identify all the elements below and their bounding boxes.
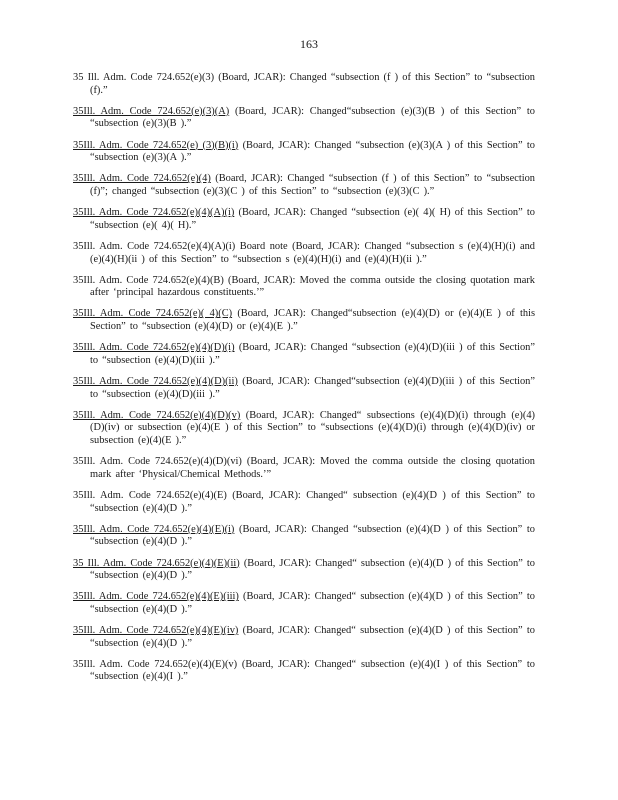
- amendment-entry: [73, 106, 535, 131]
- entry-change-text: (Board, JCAR): Changed“subsection (e)(3)(B ) of this Section” to “subsection (e)(3)(B ).”: [90, 105, 535, 130]
- amendment-entry: [73, 659, 535, 684]
- entry-citation: 35Ill. Adm. Code 724.652(e)(4)(A)(i): [73, 240, 236, 252]
- entry-change-text: (Board, JCAR): Changed“ subsection (e)(4)(D ) of this Section” to “subsection (e)(4)(D ).”: [90, 489, 535, 514]
- entry-change-text: (Board, JCAR): Moved the comma outside the closing quotation mark after ‘principal hazardous constituents.’”: [90, 274, 535, 299]
- entry-change-text: (Board, JCAR): Changed“subsection (e)(4)(D) or (e)(4)(E ) of this Section” to “subsection (e)(4)(D) or (e)(4)(E ).”: [90, 308, 536, 333]
- amendment-entry: [73, 591, 535, 616]
- amendment-entry: [73, 207, 535, 232]
- amendment-entry: [73, 241, 535, 266]
- entry-change-text: (Board, JCAR): Changed“ subsection (e)(4)(D ) of this Section” to “subsection (e)(4)(D ).”: [90, 557, 535, 582]
- entry-change-text: (Board, JCAR): Changed “subsection (f ) of this Section” to “subsection (f).”: [90, 72, 535, 96]
- entry-citation: 35Ill. Adm. Code 724.652(e)(3)(A): [73, 105, 230, 117]
- entry-change-text: (Board, JCAR): Moved the comma outside the closing quotation mark after ‘Physical/Chemical Methods.’”: [90, 456, 535, 480]
- amendment-entry: [73, 308, 535, 333]
- amendment-entry: [73, 376, 535, 401]
- entry-citation: 35Ill. Adm. Code 724.652(e)(4)(E)(iv): [73, 625, 239, 637]
- entry-citation: 35Ill. Adm. Code 724.652(e)(4)(E): [73, 489, 227, 501]
- entry-change-text: (Board, JCAR): Changed “subsection (f ) of this Section” to “subsection (f)”; changed “subsection (e)(3)(C ) of this Section” to “subsection (e)(3)(C ).”: [90, 173, 535, 197]
- entry-citation: 35 Ill. Adm. Code 724.652(e)(4)(E)(ii): [73, 557, 240, 569]
- entry-change-text: (Board, JCAR): Changed “subsection (e)(4)(D ) of this Section” to “subsection (e)(4)(D ).”: [90, 523, 535, 548]
- entry-change-text: (Board, JCAR): Changed“ subsections (e)(4)(D)(i) through (e)(4)(D)(iv) or subsection (e)(4)(E ) of this Section” to “subsections (e)(4)(D)(i) through (e)(4)(D)(iv) or subsection (e)(4)(E ).”: [90, 409, 535, 446]
- entry-change-text: (Board, JCAR): Changed“ subsection (e)(4)(D ) of this Section” to “subsection (e)(4)(D ).”: [90, 591, 535, 615]
- entry-citation: 35Ill. Adm. Code 724.652(e)(4)(B): [73, 274, 224, 286]
- entry-citation: 35Ill. Adm. Code 724.652(e)( 4)(C): [73, 308, 233, 320]
- entry-list: [73, 72, 535, 693]
- entry-citation: 35Ill. Adm. Code 724.652(e)(4)(D)(i): [73, 342, 235, 354]
- entry-change-text: (Board, JCAR): Changed “subsection (e)( 4)( H) of this Section” to “subsection (e)( 4)( H).”: [90, 207, 536, 231]
- entry-citation: 35Ill. Adm. Code 724.652(e)(4)(A)(i): [73, 207, 235, 219]
- entry-change-text: (Board, JCAR): Changed“subsection (e)(4)(D)(iii ) of this Section” to “subsection (e)(4)(D)(iii ).”: [90, 376, 535, 400]
- entry-citation: 35Ill. Adm. Code 724.652(e)(4)(E)(v): [73, 658, 238, 670]
- entry-change-text: (Board, JCAR): Changed“ subsection (e)(4)(D ) of this Section” to “subsection (e)(4)(D ).”: [90, 625, 535, 649]
- entry-citation: 35 Ill. Adm. Code 724.652(e)(3): [73, 72, 215, 83]
- entry-citation: 35Ill. Adm. Code 724.652(e)(4)(D)(vi): [73, 456, 242, 468]
- entry-citation: 35Ill. Adm. Code 724.652(e)(4)(D)(ii): [73, 376, 238, 388]
- amendment-entry: [73, 456, 535, 481]
- entry-citation: 35Ill. Adm. Code 724.652(e)(4)(D)(v): [73, 409, 241, 421]
- entry-change-text: (Board, JCAR): Changed “subsection (e)(3)(A ) of this Section” to “subsection (e)(3)(A ).”: [90, 139, 535, 164]
- amendment-entry: [73, 140, 535, 165]
- page-number: 163: [300, 37, 318, 51]
- amendment-entry: [73, 558, 535, 583]
- amendment-entry: [73, 410, 535, 448]
- amendment-entry: [73, 173, 535, 198]
- entry-change-text: (Board, JCAR): Changed “subsection (e)(4)(D)(iii ) of this Section” to “subsection (e)(4)(D)(iii ).”: [90, 342, 535, 366]
- amendment-entry: [73, 625, 535, 650]
- amendment-entry: [73, 490, 535, 515]
- entry-citation: 35Ill. Adm. Code 724.652(e)(4)(E)(iii): [73, 591, 239, 603]
- entry-citation: 35Ill. Adm. Code 724.652(e) (3)(B)(i): [73, 139, 239, 151]
- amendment-entry: [73, 72, 535, 97]
- amendment-entry: [73, 342, 535, 367]
- amendment-entry: [73, 275, 535, 300]
- entry-change-text: Board note (Board, JCAR): Changed “subsection s (e)(4)(H)(i) and (e)(4)(H)(ii ) of this Section” to “subsection s (e)(4)(H)(i) and (e)(4)(H)(ii ).”: [90, 240, 535, 265]
- amendment-entry: [73, 524, 535, 549]
- entry-citation: 35Ill. Adm. Code 724.652(e)(4): [73, 173, 211, 185]
- entry-change-text: (Board, JCAR): Changed“ subsection (e)(4)(I ) of this Section” to “subsection (e)(4)(I ).”: [90, 658, 536, 683]
- entry-citation: 35Ill. Adm. Code 724.652(e)(4)(E)(i): [73, 523, 235, 535]
